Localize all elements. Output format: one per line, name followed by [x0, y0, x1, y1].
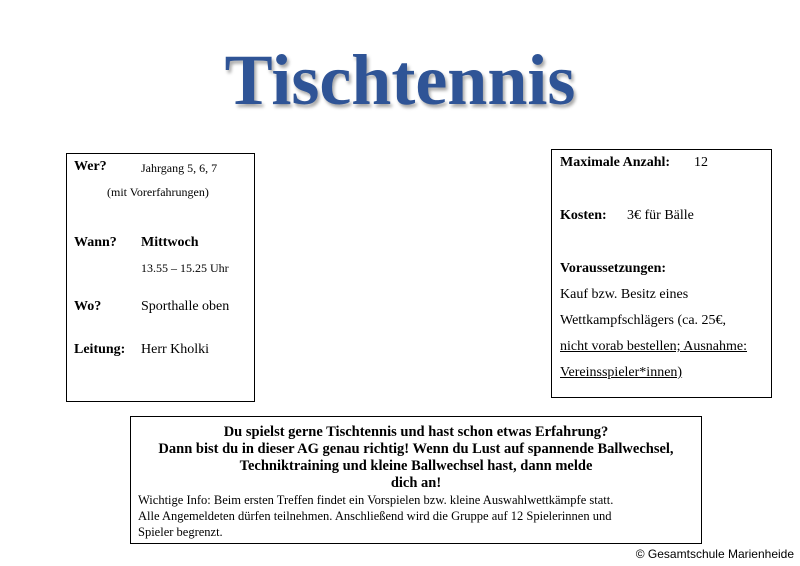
page-title: Tischtennis [224, 40, 576, 120]
invitation-line-3: Techniktraining und kleine Ballwechsel hast, dann melde [239, 458, 593, 474]
leitung-value: Herr Kholki [141, 342, 210, 357]
requirements-box [551, 149, 772, 398]
max-value: 12 [694, 155, 708, 170]
info-line-3: Spieler begrenzt. [138, 525, 223, 539]
max-label: Maximale Anzahl: [560, 155, 671, 170]
wer-label: Wer? [74, 159, 107, 174]
wann-day: Mittwoch [141, 235, 199, 250]
wo-value: Sporthalle oben [141, 299, 230, 314]
kosten-label: Kosten: [560, 208, 607, 223]
invitation-line-2: Dann bist du in dieser AG genau richtig! Wenn du Lust auf spannende Ballwechsel, [158, 441, 674, 457]
kosten-value: 3€ für Bälle [627, 208, 694, 223]
details-box [66, 153, 255, 402]
description-box [130, 416, 702, 544]
voraussetzungen-line-2: Wettkampfschlägers (ca. 25€, [560, 313, 727, 328]
wo-label: Wo? [74, 299, 102, 314]
important-info [138, 492, 694, 540]
leitung-label: Leitung: [74, 342, 126, 357]
copyright-notice: © Gesamtschule Marienheide [635, 547, 794, 561]
voraussetzungen-line-3: nicht vorab bestellen; Ausnahme: [560, 339, 748, 354]
wann-label: Wann? [74, 235, 117, 250]
wer-note: (mit Vorerfahrungen) [107, 185, 209, 199]
invitation-text [131, 424, 701, 492]
invitation-line-4: dich an! [390, 475, 442, 491]
wann-time: 13.55 – 15.25 Uhr [141, 261, 229, 275]
voraussetzungen-label: Voraussetzungen: [560, 261, 667, 276]
wer-value: Jahrgang 5, 6, 7 [141, 161, 218, 175]
invitation-line-1: Du spielst gerne Tischtennis und hast schon etwas Erfahrung? [223, 424, 609, 440]
info-line-1: Wichtige Info: Beim ersten Treffen findet ein Vorspielen bzw. kleine Auswahlwettkämpfe statt. [138, 493, 614, 507]
voraussetzungen-line-1: Kauf bzw. Besitz eines [560, 287, 689, 302]
voraussetzungen-line-4: Vereinsspieler*innen) [560, 365, 683, 380]
info-line-2: Alle Angemeldeten dürfen teilnehmen. Anschließend wird die Gruppe auf 12 Spielerinnen und [138, 509, 612, 523]
